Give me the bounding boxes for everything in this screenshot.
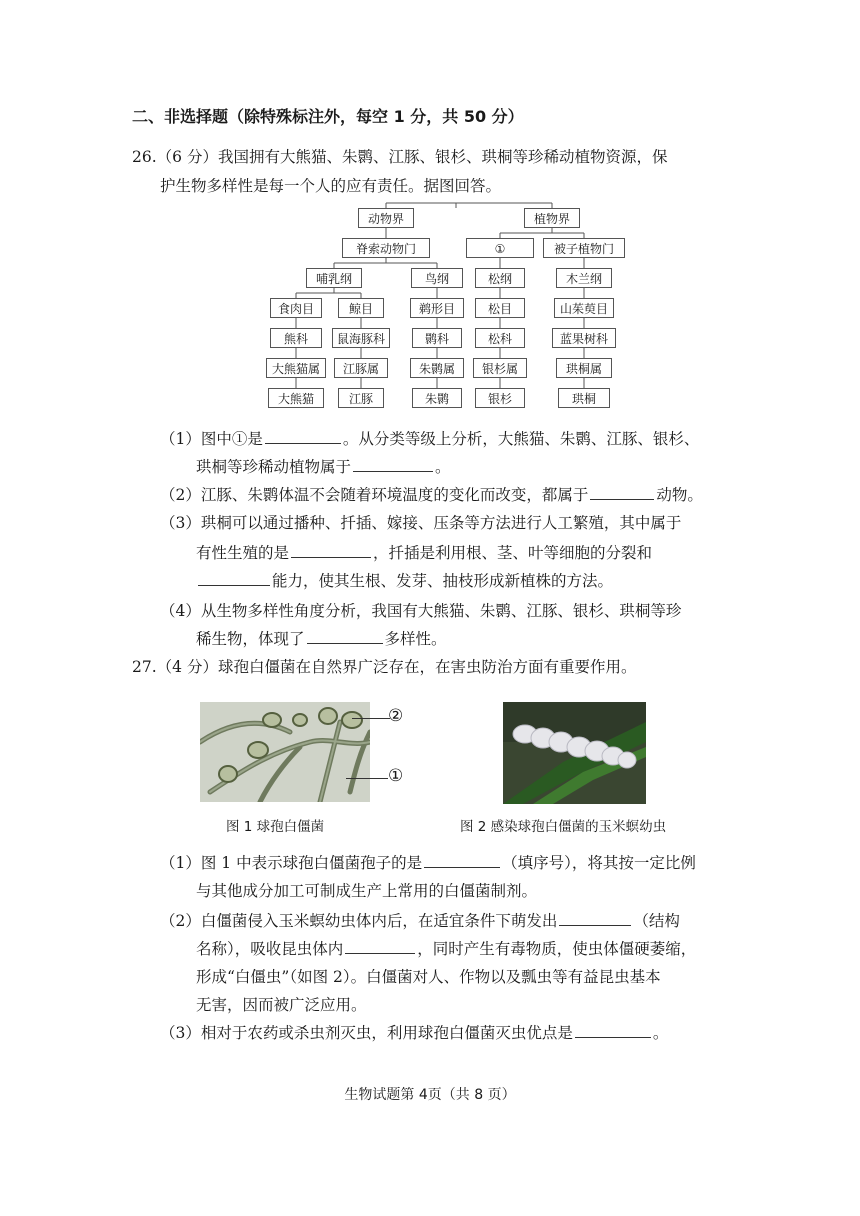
answer-blank[interactable] xyxy=(265,428,341,444)
answer-blank[interactable] xyxy=(424,852,500,868)
q27-sub2-line1: （2）白僵菌侵入玉米螟幼虫体内后，在适宜条件下萌发出 （结构 xyxy=(160,912,680,930)
node-aves: 鸟纲 xyxy=(411,268,463,288)
q26-sub4-line2: 稀生物，体现了 多样性。 xyxy=(196,630,447,648)
q26-sub1-line1: （1）图中①是 。从分类等级上分析，大熊猫、朱鹮、江豚、银杉、 xyxy=(160,430,700,448)
node-angiosperm: 被子植物门 xyxy=(543,238,625,258)
figure1-label-1: ① xyxy=(388,766,404,786)
answer-blank[interactable] xyxy=(198,570,270,586)
q26-sub3-line3: 能力，使其生根、发芽、抽枝形成新植株的方法。 xyxy=(196,570,613,592)
node-cetacea: 鲸目 xyxy=(338,298,384,318)
page-footer: 生物试题第 4页（共 8 页） xyxy=(344,1087,516,1103)
answer-blank[interactable] xyxy=(353,456,433,472)
q26-stem-line2: 护生物多样性是每一个人的应有责任。据图回答。 xyxy=(160,177,502,195)
node-phocoenidae: 鼠海豚科 xyxy=(332,328,390,348)
q27-stem: 27.（4 分）球孢白僵菌在自然界广泛存在，在害虫防治方面有重要作用。 xyxy=(132,658,637,676)
fungus-hyphae-illustration xyxy=(200,702,370,802)
node-ursidae: 熊科 xyxy=(270,328,322,348)
figure1-caption: 图 1 球孢白僵菌 xyxy=(226,819,325,835)
label2-leader-line xyxy=(352,718,390,719)
node-threskiornithidae: 鹮科 xyxy=(412,328,462,348)
figure1-label-2: ② xyxy=(388,706,404,726)
node-pelecaniformes: 鹈形目 xyxy=(410,298,464,318)
q26-sub2: （2）江豚、朱鹮体温不会随着环境温度的变化而改变，都属于 动物。 xyxy=(160,486,703,504)
node-silver-fir: 银杉 xyxy=(475,388,525,408)
answer-blank[interactable] xyxy=(345,938,415,954)
node-carnivora: 食肉目 xyxy=(270,298,322,318)
node-davidia: 珙桐属 xyxy=(556,358,612,378)
section-title: 二、非选择题（除特殊标注外，每空 1 分，共 50 分） xyxy=(132,107,524,126)
answer-blank[interactable] xyxy=(575,1022,651,1038)
q26-sub3-line1: （3）珙桐可以通过播种、扦插、嫁接、压条等方法进行人工繁殖，其中属于 xyxy=(160,514,682,532)
node-animal-kingdom: 动物界 xyxy=(358,208,414,228)
node-pinaceae: 松科 xyxy=(475,328,525,348)
classification-tree xyxy=(262,200,642,418)
node-magnoliopsida: 木兰纲 xyxy=(556,268,612,288)
q27-sub2-line3: 形成“白僵虫”（如图 2）。白僵菌对人、作物以及瓢虫等有益昆虫基本 xyxy=(196,968,661,986)
node-dove-tree: 珙桐 xyxy=(558,388,610,408)
node-panda: 大熊猫 xyxy=(268,388,324,408)
node-porpoise: 江豚 xyxy=(338,388,384,408)
label1-leader-line xyxy=(346,778,388,779)
node-cathaya: 银杉属 xyxy=(473,358,527,378)
q26-sub1-line2: 珙桐等珍稀动植物属于 。 xyxy=(196,458,451,476)
q27-sub1-line1: （1）图 1 中表示球孢白僵菌孢子的是 （填序号），将其按一定比例 xyxy=(160,854,696,872)
node-pinopsida: 松纲 xyxy=(475,268,525,288)
figure2-infected-larva-photo xyxy=(503,702,646,804)
q27-sub2-line4: 无害，因而被广泛应用。 xyxy=(196,996,367,1014)
figure1-fungus-micrograph xyxy=(200,702,370,802)
node-nipponia: 朱鹮属 xyxy=(410,358,464,378)
q27-sub2-line2: 名称），吸收昆虫体内 ，同时产生有毒物质，使虫体僵硬萎缩， xyxy=(196,940,697,958)
node-mammalia: 哺乳纲 xyxy=(306,268,362,288)
node-blank-1: ① xyxy=(466,238,534,258)
answer-blank[interactable] xyxy=(590,484,654,500)
q26-sub3-line2: 有性生殖的是 ，扦插是利用根、茎、叶等细胞的分裂和 xyxy=(196,544,653,562)
node-ailuropoda: 大熊猫属 xyxy=(266,358,326,378)
q26-stem-line1: 26.（6 分）我国拥有大熊猫、朱鹮、江豚、银杉、珙桐等珍稀动植物资源，保 xyxy=(132,148,668,166)
answer-blank[interactable] xyxy=(559,910,631,926)
node-cornales: 山茱萸目 xyxy=(554,298,614,318)
q26-sub4-line1: （4）从生物多样性角度分析，我国有大熊猫、朱鹮、江豚、银杉、珙桐等珍 xyxy=(160,602,682,620)
larva-illustration xyxy=(503,702,646,804)
answer-blank[interactable] xyxy=(307,628,383,644)
q27-sub3: （3）相对于农药或杀虫剂灭虫，利用球孢白僵菌灭虫优点是 。 xyxy=(160,1024,669,1042)
node-nyssaceae: 蓝果树科 xyxy=(552,328,616,348)
node-pinales: 松目 xyxy=(475,298,525,318)
node-ibis: 朱鹮 xyxy=(412,388,462,408)
node-plant-kingdom: 植物界 xyxy=(524,208,580,228)
answer-blank[interactable] xyxy=(291,542,371,558)
q27-sub1-line2: 与其他成分加工可制成生产上常用的白僵菌制剂。 xyxy=(196,882,538,900)
node-neophocaena: 江豚属 xyxy=(334,358,388,378)
figure2-caption: 图 2 感染球孢白僵菌的玉米螟幼虫 xyxy=(460,819,667,835)
node-chordata: 脊索动物门 xyxy=(342,238,430,258)
